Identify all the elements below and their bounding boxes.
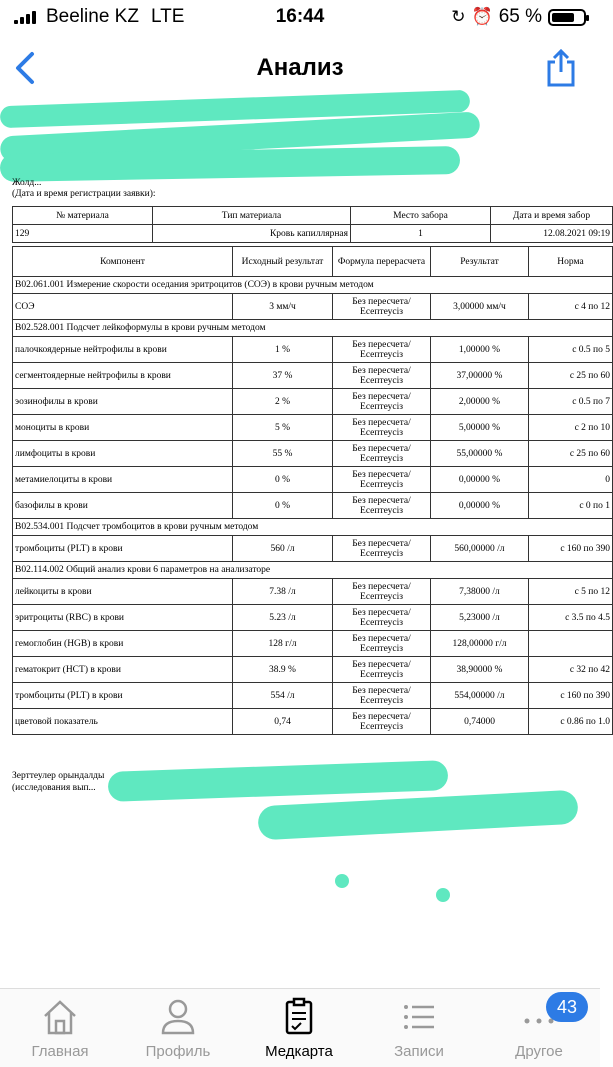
list-icon bbox=[399, 997, 439, 1037]
redaction-dot bbox=[436, 888, 450, 902]
norm-cell: с 160 по 390 bbox=[529, 683, 613, 709]
source-result-cell: 55 % bbox=[233, 441, 333, 467]
section-title: B02.114.002 Общий анализ крови 6 параметров на анализаторе bbox=[13, 562, 613, 579]
norm-cell: с 25 по 60 bbox=[529, 363, 613, 389]
material-header: Дата и время забор bbox=[491, 207, 613, 225]
formula-cell: Без пересчета/ Есептеусіз bbox=[333, 363, 431, 389]
table-row bbox=[13, 441, 613, 467]
formula-cell: Без пересчета/ Есептеусіз bbox=[333, 389, 431, 415]
norm-cell: с 0.86 по 1.0 bbox=[529, 709, 613, 735]
redaction-dot bbox=[335, 874, 349, 888]
footer-label: Зерттеулер орындалды (исследования вып... bbox=[12, 771, 105, 793]
formula-cell: Без пересчета/ Есептеусіз bbox=[333, 536, 431, 562]
network-type: LTE bbox=[150, 6, 185, 27]
formula-cell: Без пересчета/ Есептеусіз bbox=[333, 493, 431, 519]
formula-cell: Без пересчета/ Есептеусіз bbox=[333, 467, 431, 493]
formula-cell: Без пересчета/ Есептеусіз bbox=[333, 579, 431, 605]
tab-bar bbox=[0, 988, 600, 1067]
result-cell: 0,00000 % bbox=[431, 467, 529, 493]
section-row bbox=[13, 277, 613, 294]
formula-cell: Без пересчета/ Есептеусіз bbox=[333, 415, 431, 441]
formula-cell: Без пересчета/ Есептеусіз bbox=[333, 631, 431, 657]
carrier: Beeline KZ bbox=[46, 6, 139, 27]
result-cell: 554,00000 /л bbox=[431, 683, 529, 709]
analysis-document bbox=[8, 98, 610, 978]
norm-cell: с 0.5 по 5 bbox=[529, 337, 613, 363]
material-cell: 129 bbox=[13, 225, 153, 243]
component-cell: гематокрит (HCT) в крови bbox=[13, 657, 233, 683]
battery-percent: 65 % bbox=[498, 6, 542, 27]
profile-icon bbox=[158, 997, 198, 1037]
table-row bbox=[13, 467, 613, 493]
result-cell: 7,38000 /л bbox=[431, 579, 529, 605]
table-row bbox=[13, 605, 613, 631]
table-row bbox=[13, 389, 613, 415]
table-row bbox=[13, 579, 613, 605]
component-cell: сегментоядерные нейтрофилы в крови bbox=[13, 363, 233, 389]
column-header: Исходный результат bbox=[233, 247, 333, 277]
section-title: B02.528.001 Подсчет лейкоформулы в крови ручным методом bbox=[13, 320, 613, 337]
material-table bbox=[12, 206, 613, 243]
result-cell: 37,00000 % bbox=[431, 363, 529, 389]
column-header: Формула перерасчета bbox=[333, 247, 431, 277]
component-cell: эозинофилы в крови bbox=[13, 389, 233, 415]
notification-badge: 43 bbox=[546, 992, 588, 1022]
component-cell: гемоглобин (HGB) в крови bbox=[13, 631, 233, 657]
result-cell: 38,90000 % bbox=[431, 657, 529, 683]
source-result-cell: 37 % bbox=[233, 363, 333, 389]
column-header: Результат bbox=[431, 247, 529, 277]
source-result-cell: 0 % bbox=[233, 493, 333, 519]
tab-profile[interactable]: Профиль bbox=[128, 997, 228, 1060]
navigation-bar bbox=[0, 40, 600, 96]
redaction bbox=[257, 790, 578, 841]
formula-cell: Без пересчета/ Есептеусіз bbox=[333, 605, 431, 631]
norm-cell: с 2 по 10 bbox=[529, 415, 613, 441]
result-cell: 3,00000 мм/ч bbox=[431, 294, 529, 320]
result-cell: 128,00000 г/л bbox=[431, 631, 529, 657]
source-result-cell: 2 % bbox=[233, 389, 333, 415]
table-row bbox=[13, 536, 613, 562]
clock: 16:44 bbox=[275, 6, 325, 27]
battery-icon bbox=[548, 9, 586, 26]
norm-cell: с 160 по 390 bbox=[529, 536, 613, 562]
table-row bbox=[13, 493, 613, 519]
norm-cell: с 0.5 по 7 bbox=[529, 389, 613, 415]
home-icon bbox=[40, 997, 80, 1037]
material-cell: 1 bbox=[351, 225, 491, 243]
norm-cell: с 3.5 по 4.5 bbox=[529, 605, 613, 631]
result-cell: 55,00000 % bbox=[431, 441, 529, 467]
result-cell: 0,74000 bbox=[431, 709, 529, 735]
component-cell: базофилы в крови bbox=[13, 493, 233, 519]
component-cell: лейкоциты в крови bbox=[13, 579, 233, 605]
redaction bbox=[108, 760, 449, 802]
component-cell: метамиелоциты в крови bbox=[13, 467, 233, 493]
norm-cell: с 25 по 60 bbox=[529, 441, 613, 467]
component-cell: лимфоциты в крови bbox=[13, 441, 233, 467]
table-row bbox=[13, 631, 613, 657]
component-cell: палочкоядерные нейтрофилы в крови bbox=[13, 337, 233, 363]
norm-cell: с 32 по 42 bbox=[529, 657, 613, 683]
source-result-cell: 554 /л bbox=[233, 683, 333, 709]
formula-cell: Без пересчета/ Есептеусіз bbox=[333, 709, 431, 735]
source-result-cell: 560 /л bbox=[233, 536, 333, 562]
material-header: № материала bbox=[13, 207, 153, 225]
table-row bbox=[13, 294, 613, 320]
results-header-row bbox=[13, 247, 613, 277]
table-row bbox=[13, 709, 613, 735]
section-title: B02.534.001 Подсчет тромбоцитов в крови ручным методом bbox=[13, 519, 613, 536]
section-row bbox=[13, 519, 613, 536]
page-title: Анализ bbox=[256, 54, 344, 81]
norm-cell: 0 bbox=[529, 467, 613, 493]
rotation-lock-icon: ↻ bbox=[451, 7, 466, 26]
table-row bbox=[13, 683, 613, 709]
result-cell: 0,00000 % bbox=[431, 493, 529, 519]
component-cell: цветовой показатель bbox=[13, 709, 233, 735]
formula-cell: Без пересчета/ Есептеусіз bbox=[333, 294, 431, 320]
material-header: Место забора bbox=[351, 207, 491, 225]
component-cell: эритроциты (RBC) в крови bbox=[13, 605, 233, 631]
source-result-cell: 38.9 % bbox=[233, 657, 333, 683]
share-icon[interactable] bbox=[544, 48, 578, 88]
material-header: Тип материала bbox=[153, 207, 351, 225]
norm-cell: с 0 по 1 bbox=[529, 493, 613, 519]
result-cell: 2,00000 % bbox=[431, 389, 529, 415]
result-cell: 560,00000 /л bbox=[431, 536, 529, 562]
norm-cell: с 5 по 12 bbox=[529, 579, 613, 605]
component-cell: тромбоциты (PLT) в крови bbox=[13, 683, 233, 709]
norm-cell bbox=[529, 631, 613, 657]
norm-cell: с 4 по 12 bbox=[529, 294, 613, 320]
formula-cell: Без пересчета/ Есептеусіз bbox=[333, 441, 431, 467]
result-cell: 1,00000 % bbox=[431, 337, 529, 363]
source-result-cell: 128 г/л bbox=[233, 631, 333, 657]
tab-other[interactable]: Другое bbox=[489, 997, 589, 1060]
table-row bbox=[13, 415, 613, 441]
formula-cell: Без пересчета/ Есептеусіз bbox=[333, 337, 431, 363]
formula-cell: Без пересчета/ Есептеусіз bbox=[333, 683, 431, 709]
source-result-cell: 3 мм/ч bbox=[233, 294, 333, 320]
registration-label: Жолд... (Дата и время регистрации заявки): bbox=[12, 178, 156, 199]
medcard-icon bbox=[279, 997, 319, 1037]
source-result-cell: 5.23 /л bbox=[233, 605, 333, 631]
component-cell: тромбоциты (PLT) в крови bbox=[13, 536, 233, 562]
tab-medcard[interactable]: Медкарта bbox=[249, 997, 349, 1060]
table-row bbox=[13, 657, 613, 683]
formula-cell: Без пересчета/ Есептеусіз bbox=[333, 657, 431, 683]
tab-records[interactable]: Записи bbox=[369, 997, 469, 1060]
column-header: Норма bbox=[529, 247, 613, 277]
source-result-cell: 1 % bbox=[233, 337, 333, 363]
status-bar bbox=[0, 0, 600, 34]
material-cell: Кровь капиллярная bbox=[153, 225, 351, 243]
result-cell: 5,23000 /л bbox=[431, 605, 529, 631]
source-result-cell: 0 % bbox=[233, 467, 333, 493]
source-result-cell: 0,74 bbox=[233, 709, 333, 735]
section-title: B02.061.001 Измерение скорости оседания эритроцитов (СОЭ) в крови ручным методом bbox=[13, 277, 613, 294]
component-cell: СОЭ bbox=[13, 294, 233, 320]
section-row bbox=[13, 320, 613, 337]
results-table bbox=[12, 246, 613, 735]
component-cell: моноциты в крови bbox=[13, 415, 233, 441]
source-result-cell: 7.38 /л bbox=[233, 579, 333, 605]
tab-home[interactable]: Главная bbox=[10, 997, 110, 1060]
column-header: Компонент bbox=[13, 247, 233, 277]
table-row bbox=[13, 363, 613, 389]
result-cell: 5,00000 % bbox=[431, 415, 529, 441]
section-row bbox=[13, 562, 613, 579]
alarm-icon: ⏰ bbox=[471, 7, 493, 26]
source-result-cell: 5 % bbox=[233, 415, 333, 441]
material-cell: 12.08.2021 09:19 bbox=[491, 225, 613, 243]
table-row bbox=[13, 337, 613, 363]
